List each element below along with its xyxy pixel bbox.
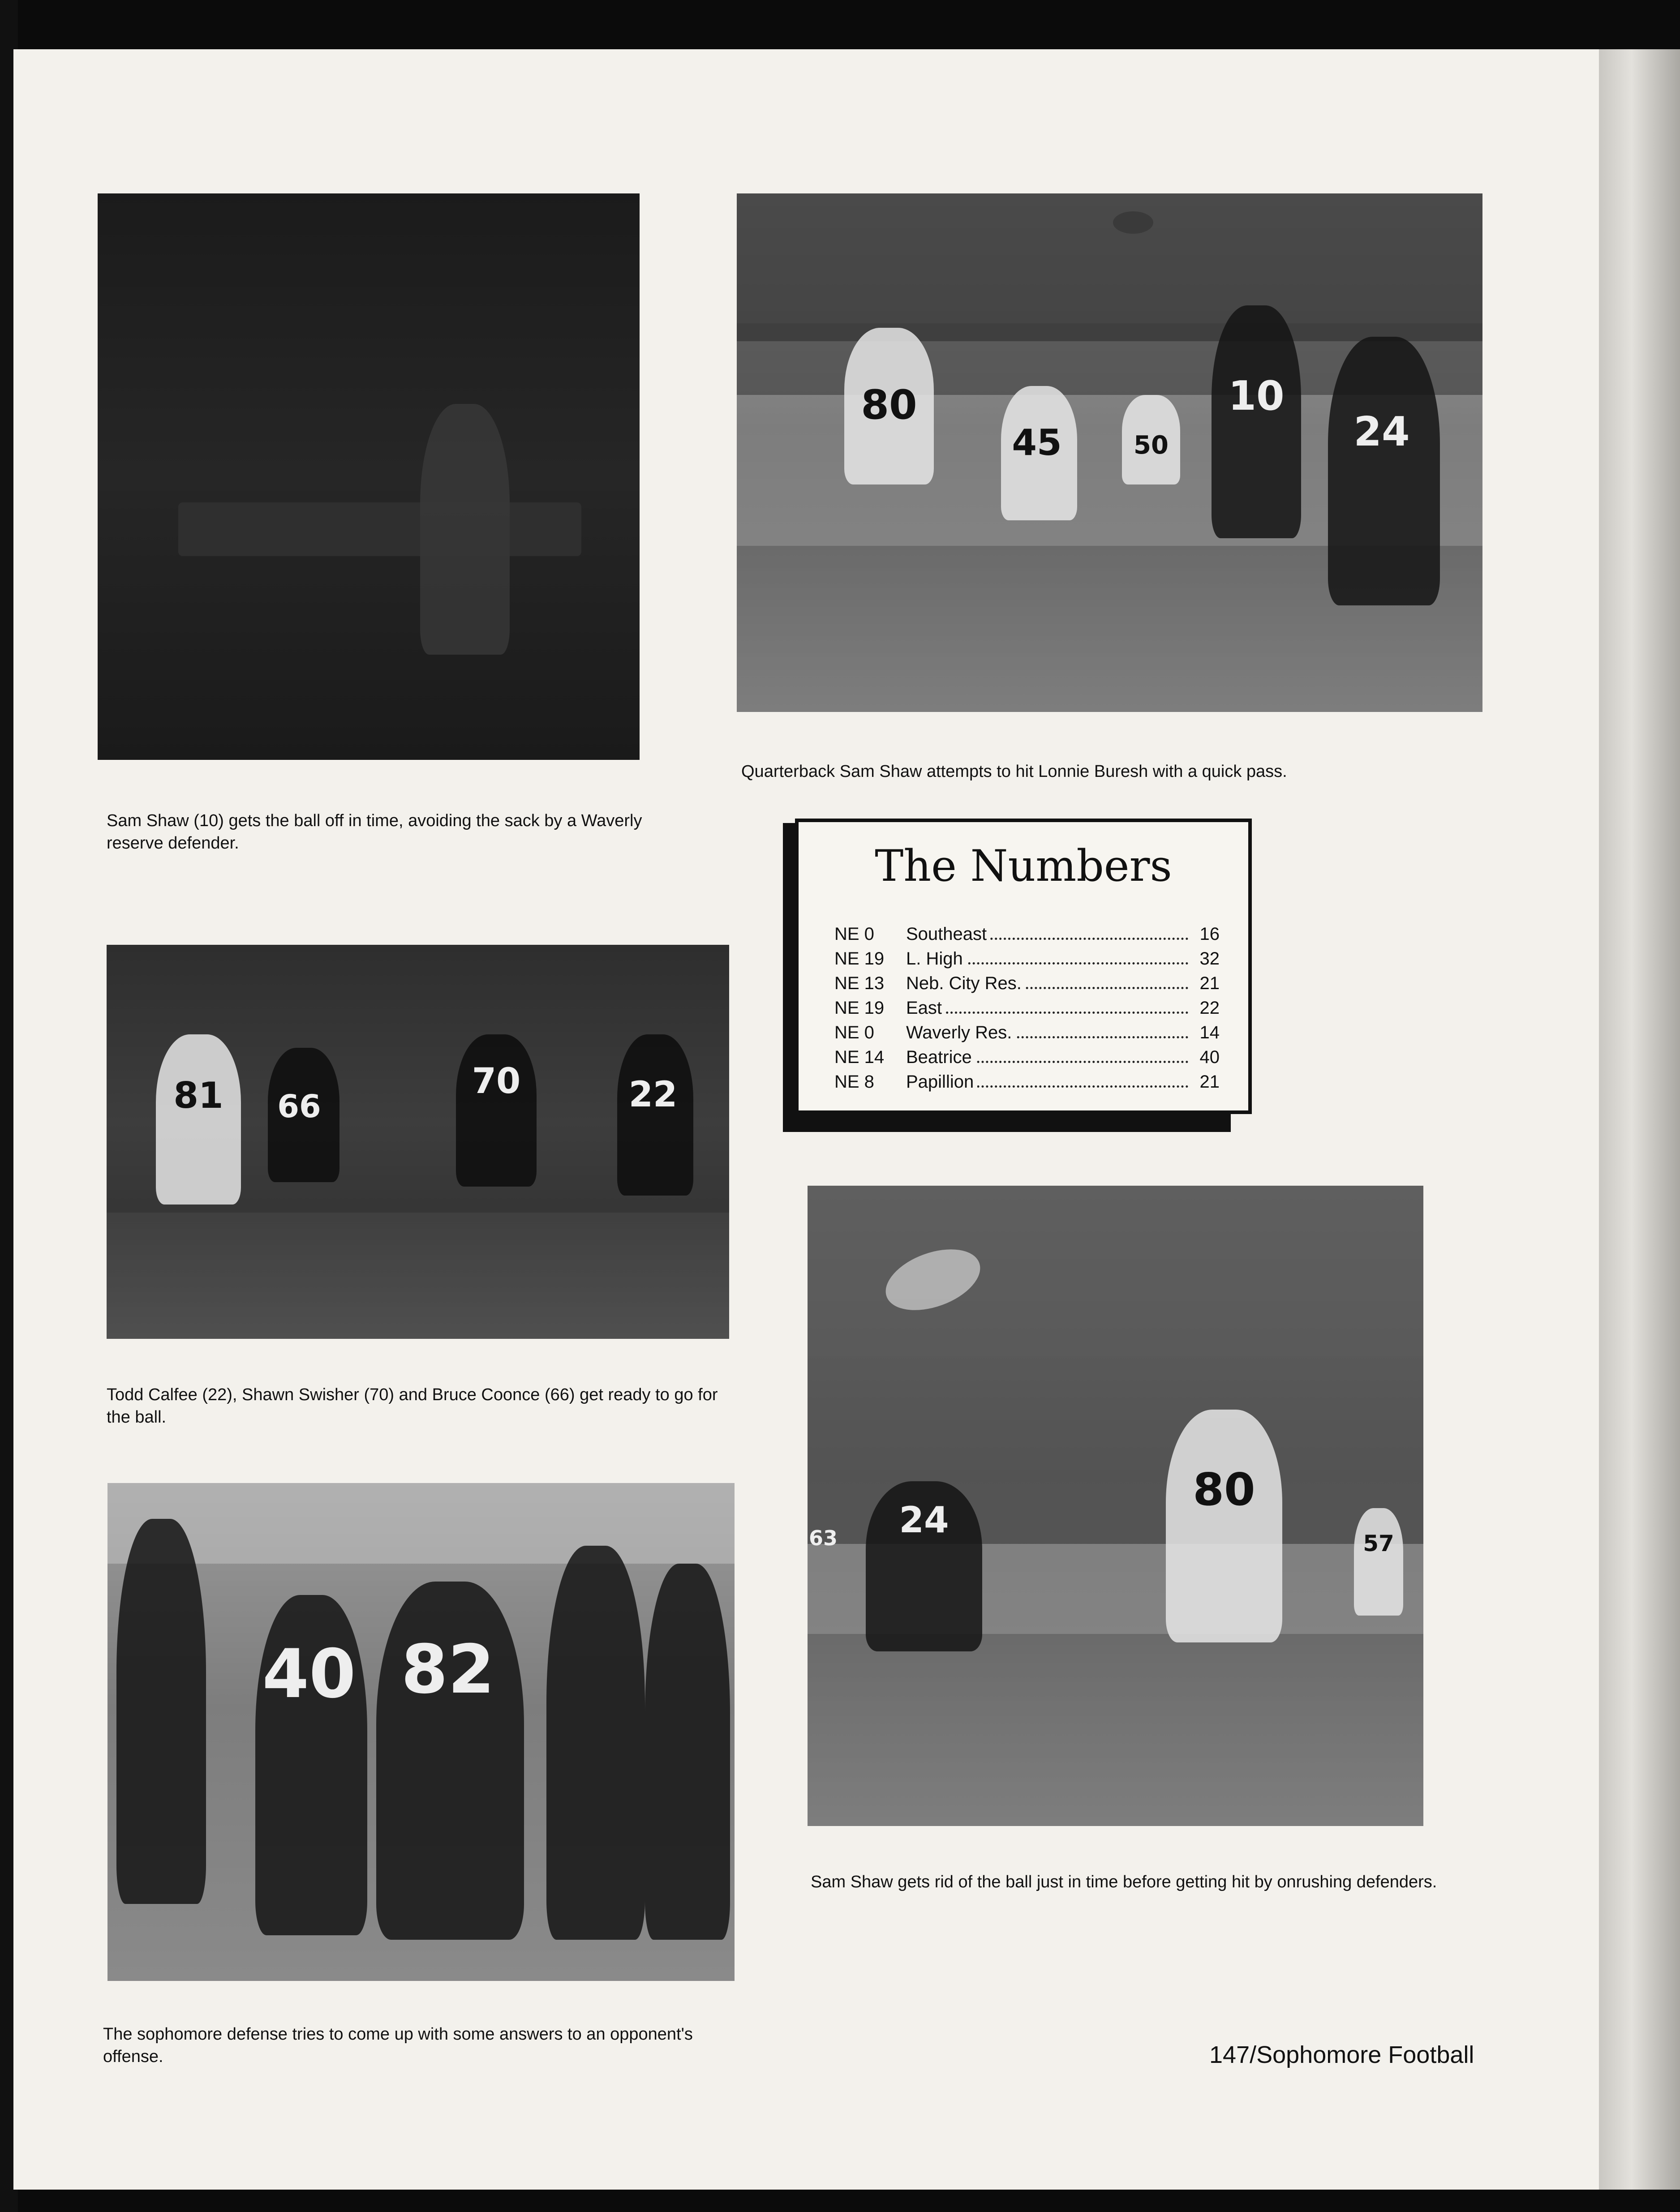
score-row: [834, 1023, 1220, 1047]
score-row: [834, 998, 1220, 1023]
jersey-number: 82: [401, 1631, 495, 1709]
opponent-name: Waverly Res.: [906, 1023, 1015, 1042]
opponent-name: Neb. City Res.: [906, 973, 1025, 993]
opponent-score: 40: [1196, 1047, 1220, 1067]
photo-caption-5: Sam Shaw gets rid of the ball just in time before getting hit by onrushing defenders.: [811, 1873, 1437, 1891]
ne-score: NE 19: [834, 949, 885, 969]
jersey-number: 24: [1353, 408, 1410, 455]
jersey-number: 66: [277, 1088, 321, 1125]
numbers-scoreboard: [795, 819, 1252, 1114]
jersey-number: 80: [1193, 1463, 1255, 1516]
ne-score: NE 0: [834, 924, 874, 944]
photo-caption-1: Sam Shaw (10) gets the ball off in time, avoiding the sack by a Waverly reserve defender.: [107, 811, 642, 853]
photo-defense-huddle: [107, 1483, 735, 1981]
opponent-score: 22: [1196, 998, 1220, 1018]
ne-score: NE 14: [834, 1047, 885, 1067]
score-row: [834, 1047, 1220, 1072]
jersey-number: 50: [1134, 431, 1169, 460]
score-row: [834, 973, 1220, 998]
opponent-score: 16: [1196, 924, 1220, 944]
photo-shaw-rid-ball: [808, 1186, 1423, 1826]
opponent-name: East: [906, 998, 945, 1018]
jersey-number: 80: [861, 382, 917, 429]
jersey-number: 22: [628, 1075, 678, 1115]
jersey-number: 24: [899, 1499, 949, 1541]
jersey-number: 57: [1363, 1530, 1394, 1556]
opponent-score: 21: [1196, 973, 1220, 994]
photo-line-of-scrimmage: [107, 945, 729, 1339]
opponent-score: 14: [1196, 1023, 1220, 1043]
score-row: [834, 949, 1220, 973]
ne-score: NE 19: [834, 998, 885, 1018]
jersey-number: 81: [173, 1075, 223, 1116]
score-row: [834, 1072, 1220, 1097]
page-folio: 147/Sophomore Football: [1209, 2041, 1474, 2068]
jersey-number: 45: [1012, 422, 1062, 463]
ne-score: NE 8: [834, 1072, 874, 1092]
jersey-number: 63: [808, 1526, 838, 1550]
opponent-name: Southeast: [906, 924, 990, 944]
opponent-name: Beatrice: [906, 1047, 975, 1067]
photo-caption-2: Quarterback Sam Shaw attempts to hit Lonnie Buresh with a quick pass.: [741, 762, 1287, 781]
ne-score: NE 0: [834, 1023, 874, 1042]
opponent-score: 21: [1196, 1072, 1220, 1092]
numbers-title: The Numbers: [875, 841, 1172, 891]
photo-caption-4: The sophomore defense tries to come up with some answers to an opponent's offense.: [103, 2025, 693, 2066]
jersey-number: 40: [262, 1635, 356, 1713]
ne-score: NE 13: [834, 973, 885, 993]
opponent-score: 32: [1196, 949, 1220, 969]
jersey-number: 10: [1228, 373, 1285, 420]
photo-caption-3: Todd Calfee (22), Shawn Swisher (70) and Bruce Coonce (66) get ready to go for the ball.: [107, 1385, 718, 1427]
score-row: [834, 924, 1220, 949]
jersey-number: 70: [472, 1061, 521, 1102]
photo-sam-shaw-pass-dark: [98, 193, 640, 760]
photo-quarterback-pass: [737, 193, 1482, 712]
opponent-name: L. High: [906, 949, 967, 969]
page-binding-edge-right: [1599, 49, 1680, 2190]
opponent-name: Papillion: [906, 1072, 977, 1092]
